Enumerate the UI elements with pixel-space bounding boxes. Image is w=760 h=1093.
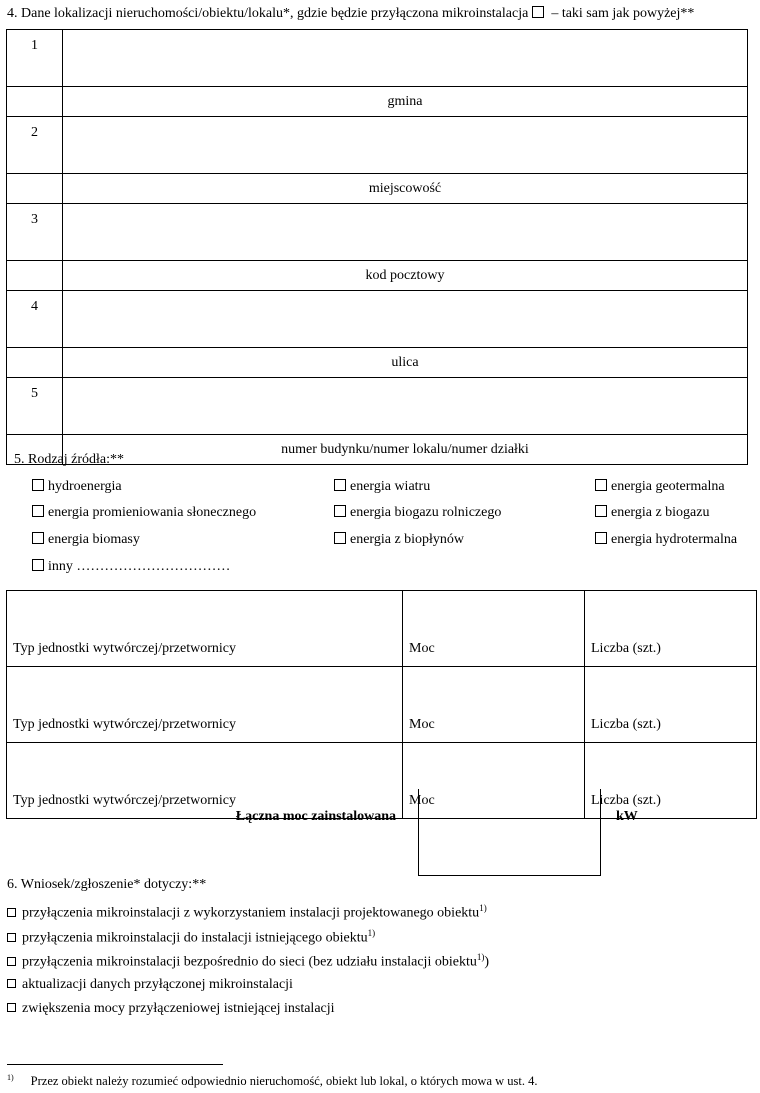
section-6-title: 6. Wniosek/zgłoszenie* dotyczy:** [7,877,207,892]
footnote-text: Przez obiekt należy rozumieć odpowiednio nieruchomość, obiekt lub lokal, o których mowa w ust. 4. [30,1074,538,1089]
request-option-existing[interactable]: przyłączenia mikroinstalacji do instalacji istniejącego obiektu$^{1)}$ [7,928,375,947]
section-4-title: 4. Dane lokalizacji nieruchomości/obiektu/lokalu*, gdzie będzie przyłączona mikroinstalacja – taki sam jak powyżej** [7,6,695,21]
checkbox[interactable] [7,979,16,988]
footnote-mark: 1) [7,1073,14,1082]
total-power-label: Łączna moc zainstalowana [235,809,396,824]
total-power-row [6,789,757,876]
row-number: 5 [7,378,63,435]
checkbox[interactable] [32,505,44,517]
checkbox[interactable] [7,908,16,917]
same-as-above-checkbox[interactable] [532,6,544,18]
checkbox[interactable] [32,479,44,491]
checkbox[interactable] [334,532,346,544]
checkbox[interactable] [595,479,607,491]
miejscowosc-input[interactable] [63,117,748,174]
checkbox[interactable] [595,505,607,517]
source-option-hydrotermalna[interactable]: energia hydrotermalna [595,532,737,548]
checkbox[interactable] [32,559,44,571]
checkbox[interactable] [334,479,346,491]
count-cell[interactable]: Liczba (szt.) [585,743,757,819]
source-option-bioplyny[interactable]: energia z biopłynów [334,532,464,548]
field-label: kod pocztowy [63,261,748,291]
unit-type-cell[interactable]: Typ jednostki wytwórczej/przetwornicy [7,667,403,743]
unit-type-cell[interactable]: Typ jednostki wytwórczej/przetwornicy [7,591,403,667]
section-5-title: 5. Rodzaj źródła:** [14,452,125,467]
footnote [7,1073,538,1089]
source-option-inny[interactable]: inny …………………………… [32,559,230,575]
kod-pocztowy-input[interactable] [63,204,748,261]
request-option-update[interactable]: aktualizacji danych przyłączonej mikroinstalacji [7,977,293,993]
checkbox[interactable] [7,957,16,966]
source-option-biogaz[interactable]: energia z biogazu [595,505,709,521]
field-label: miejscowość [63,174,748,204]
source-option-biomasa[interactable]: energia biomasy [32,532,140,548]
source-option-sloneczna[interactable]: energia promieniowania słonecznego [32,505,256,521]
location-table [6,29,748,465]
field-label: ulica [63,348,748,378]
generation-units-table [6,590,757,819]
checkbox[interactable] [32,532,44,544]
table-row [7,591,757,667]
row-number: 1 [7,30,63,87]
source-option-biogaz-rolniczy[interactable]: energia biogazu rolniczego [334,505,501,521]
count-cell[interactable]: Liczba (szt.) [585,667,757,743]
count-cell[interactable]: Liczba (szt.) [585,591,757,667]
total-power-unit: kW [616,809,638,824]
checkbox[interactable] [595,532,607,544]
row-number: 4 [7,291,63,348]
footnote-divider [7,1064,223,1065]
total-power-input[interactable] [419,789,601,875]
source-option-geotermalna[interactable]: energia geotermalna [595,479,725,495]
power-cell[interactable]: Moc [403,591,585,667]
request-option-projected[interactable]: przyłączenia mikroinstalacji z wykorzystaniem instalacji projektowanego obiektu$^{1)}$ [7,903,487,922]
row-number: 3 [7,204,63,261]
ulica-input[interactable] [63,291,748,348]
field-label: numer budynku/numer lokalu/numer działki [63,435,748,465]
checkbox[interactable] [334,505,346,517]
gmina-input[interactable] [63,30,748,87]
checkbox[interactable] [7,1003,16,1012]
checkbox[interactable] [7,933,16,942]
source-option-hydroenergia[interactable]: hydroenergia [32,479,122,495]
row-number: 2 [7,117,63,174]
field-label: gmina [63,87,748,117]
request-option-increase[interactable]: zwiększenia mocy przyłączeniowej istniejącej instalacji [7,1001,335,1017]
unit-type-cell[interactable]: Typ jednostki wytwórczej/przetwornicy [7,743,403,819]
numer-budynku-input[interactable] [63,378,748,435]
source-option-wiatr[interactable]: energia wiatru [334,479,430,495]
request-option-direct[interactable]: przyłączenia mikroinstalacji bezpośrednio do sieci (bez udziału instalacji obiektu$^{1)}$) [7,952,489,971]
power-cell[interactable]: Moc [403,743,585,819]
table-row [7,667,757,743]
power-cell[interactable]: Moc [403,667,585,743]
